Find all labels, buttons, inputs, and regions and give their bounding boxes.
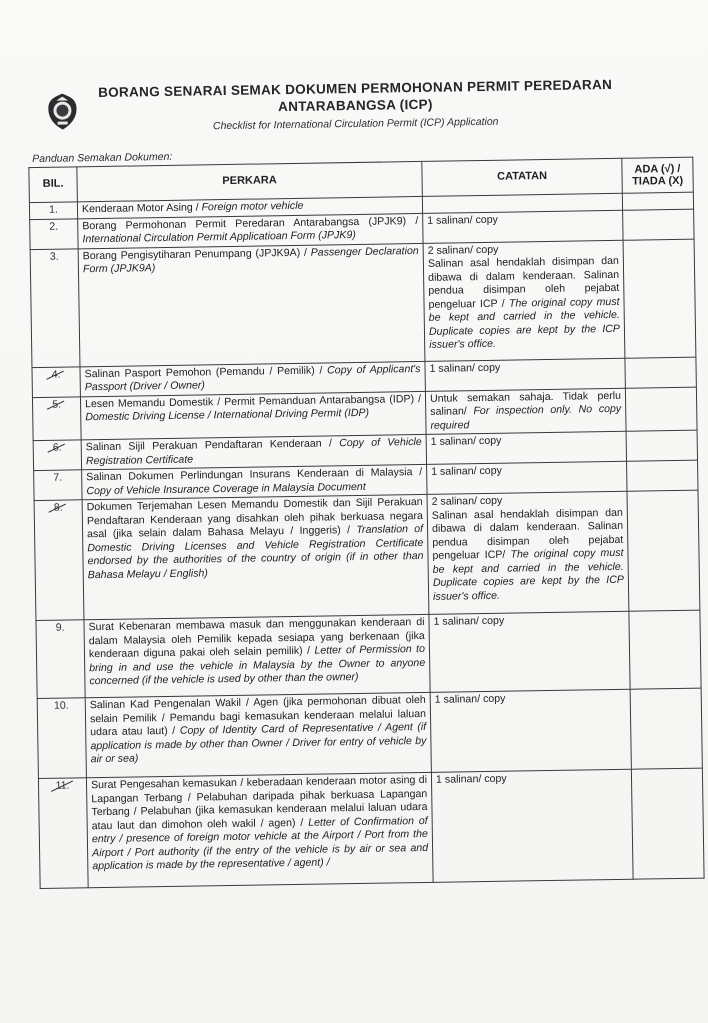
row-status-cell[interactable] (622, 192, 693, 210)
item-english: Letter of Permission to bring in and use the vehicle in Malaysia by the Owner to anyone concerned (if the vehicle is used by other than the owner) (89, 642, 426, 688)
header-catatan: CATATAN (422, 158, 623, 196)
document-subtitle: Checklist for International Circulation Permit (ICP) Application (212, 115, 499, 133)
row-remarks: 1 salinan/ copy (426, 431, 626, 464)
title-line-2: ANTARABANGSA (ICP) (277, 96, 433, 115)
row-remarks (425, 388, 626, 435)
row-remarks: 1 salinan/ copy (430, 689, 631, 772)
row-remarks: 1 salinan/ copy (431, 769, 633, 882)
row-number-struck: 8. (53, 501, 63, 514)
row-item (86, 772, 433, 887)
table-row (34, 490, 700, 620)
item-english: International Circulation Permit Applicatioan Form (JPJK9) (82, 228, 356, 246)
row-status-cell[interactable] (627, 460, 698, 491)
header-ada: ADA (√) / (634, 162, 681, 176)
guide-label: Panduan Semakan Dokumen: (32, 150, 173, 166)
checklist-table (28, 157, 704, 889)
header-perkara: PERKARA (77, 161, 423, 201)
remarks-copies: 2 salinan/ copy (427, 243, 499, 257)
row-number (33, 440, 81, 471)
table-row (37, 688, 702, 778)
item-english: Translation of Domestic Driving Licenses and Vehicle Registration Certificate endorsed by the authorities of the country of origin (if in other than Bahasa Melayu / English) (87, 522, 424, 581)
row-remarks (427, 491, 629, 614)
item-english: Copy of Vehicle Registration Certificate (85, 435, 422, 467)
remarks-malay: Untuk semakan sahaja. Tidak perlu salinan/ (429, 389, 622, 418)
remarks-malay: Salinan asal hendaklah disimpan dan dibawa di dalam kenderaan. Salinan pendua disimpan oleh pejabat pengeluar ICP/ (431, 506, 624, 562)
remarks-english: The original copy must be kept and carried in the vehicle. Duplicate copies are kept by the ICP issuer's office. (428, 295, 621, 351)
row-remarks: 1 salinan/ copy (423, 210, 623, 243)
row-status-cell[interactable] (629, 610, 701, 689)
item-malay: Borang Permohonan Permit Peredaran Antarabangsa (JPJK9) / (82, 214, 419, 232)
row-number: 1. (29, 202, 77, 219)
row-status-cell[interactable] (627, 490, 700, 611)
row-number: 2. (30, 218, 78, 249)
row-number: 7. (34, 470, 82, 501)
row-remarks: 1 salinan/ copy (425, 358, 625, 391)
item-malay: Salinan Kad Pengenalan Wakil / Agen (jika permohonan dibuat oleh selain Pemilik / Pemandu bagi kemasukan kenderaan melalui laluan udara atau laut) / (89, 693, 427, 739)
remarks-english: The original copy must be kept and carried in the vehicle. Duplicate copies are kept by the ICP issuer's office. (432, 546, 624, 603)
row-remarks (423, 240, 625, 361)
row-number: 10. (37, 698, 86, 779)
row-status-cell[interactable] (625, 357, 696, 388)
item-malay: Surat Kebenaran membawa masuk dan menggunakan kenderaan di dalam Malaysia oleh Pemilik kepada sesiapa yang berkenaan (jika kenderaan diguna pakai oleh selain pemilik) / (88, 615, 425, 661)
row-status-cell[interactable] (623, 239, 696, 358)
item-english: Copy of Vehicle Insurance Coverage in Malaysia Document (86, 480, 366, 497)
row-remarks: 1 salinan/ copy (429, 611, 630, 692)
table-row (38, 768, 704, 888)
item-malay: Salinan Pasport Pemohon (Pemandu / Pemilik) / (84, 363, 328, 380)
row-item (80, 391, 426, 440)
remarks-malay: Salinan asal hendaklah disimpan dan dibawa di dalam kenderaan. Salinan pendua disimpan oleh pejabat pengeluar ICP / (427, 254, 620, 311)
row-number: 3. (30, 248, 80, 367)
table-row (30, 239, 696, 367)
item-malay: Lesen Memandu Domestik / Permit Pemanduan Antarabangsa (IDP) / (84, 392, 422, 410)
row-status-cell[interactable] (623, 209, 694, 240)
row-status-cell[interactable] (625, 387, 697, 432)
document-header (95, 76, 616, 134)
header-ada-tiada (622, 157, 694, 193)
row-item (82, 494, 429, 619)
item-english: Domestic Driving License / International Driving Permit (IDP) (85, 406, 370, 424)
row-number-struck: 5. (52, 398, 62, 411)
title-line-1: BORANG SENARAI SEMAK DOKUMEN PERMOHONAN PERMIT PEREDARAN (98, 76, 613, 101)
item-malay: Kenderaan Motor Asing / (81, 201, 202, 216)
row-number (38, 778, 88, 889)
row-number-struck: 6. (52, 441, 62, 454)
row-number-struck: 4. (51, 368, 61, 381)
item-english: Copy of Applicant's Passport (Driver / Owner) (84, 362, 421, 394)
item-english: Passenger Declaration Form (JPJK9A) (82, 244, 419, 276)
item-malay: Borang Pengisytiharan Penumpang (JPJK9A) / (82, 246, 311, 262)
item-malay: Surat Pengesahan kemasukan / keberadaan kenderaan motor asing di Lapangan Terbang / Pelabuhan daripada pihak berkuasa Lapangan Terbang / Pelabuhan (jika kemasukan kenderaan melalui laluan udara atau laut dan dimohon oleh wakil / agen) / (90, 773, 428, 832)
row-number (34, 500, 84, 621)
row-number (32, 366, 80, 397)
header-tiada: TIADA (X) (632, 174, 684, 188)
row-status-cell[interactable] (630, 688, 702, 769)
item-english: Foreign motor vehicle (201, 199, 304, 214)
item-malay: Salinan Dokumen Perlindungan Insurans Kenderaan di Malaysia / (86, 465, 423, 484)
row-status-cell[interactable] (631, 768, 704, 879)
header-bil: BIL. (29, 167, 78, 203)
remarks-english: For inspection only. No copy required (430, 402, 622, 432)
row-remarks: 1 salinan/ copy (427, 461, 627, 494)
item-malay: Dokumen Terjemahan Lesen Memandu Domestik dan Sijil Perakuan Pendaftaran Kenderaan yang disahkan oleh pihak berkuasa negara asal (jika selain dalam Bahasa Melayu / Inggeris) / (86, 495, 423, 541)
item-english: Letter of Confirmation of entry / presence of foreign motor vehicle at the Airport / Port from the Airport / Port authority (if the entry of the vehicle is by air or sea and application is made by the representative / agent) / (91, 814, 429, 873)
item-english: Copy of Identity Card of Representative / Agent (if application is made by other than Owner / Driver for entry of vehicle by air or sea) (90, 720, 427, 766)
row-number: 9. (36, 620, 85, 699)
row-item (78, 243, 425, 366)
item-malay: Salinan Sijil Perakuan Pendaftaran Kenderaan / (85, 437, 340, 454)
checklist-sheet (4, 35, 708, 1016)
remarks-copies: 2 salinan/ copy (431, 494, 503, 508)
row-status-cell[interactable] (626, 430, 697, 461)
row-item (84, 614, 430, 697)
table-row (36, 610, 701, 698)
row-number-struck: 11. (55, 779, 70, 792)
agency-crest-icon (45, 92, 80, 131)
row-number (32, 396, 81, 440)
row-item (85, 692, 431, 777)
